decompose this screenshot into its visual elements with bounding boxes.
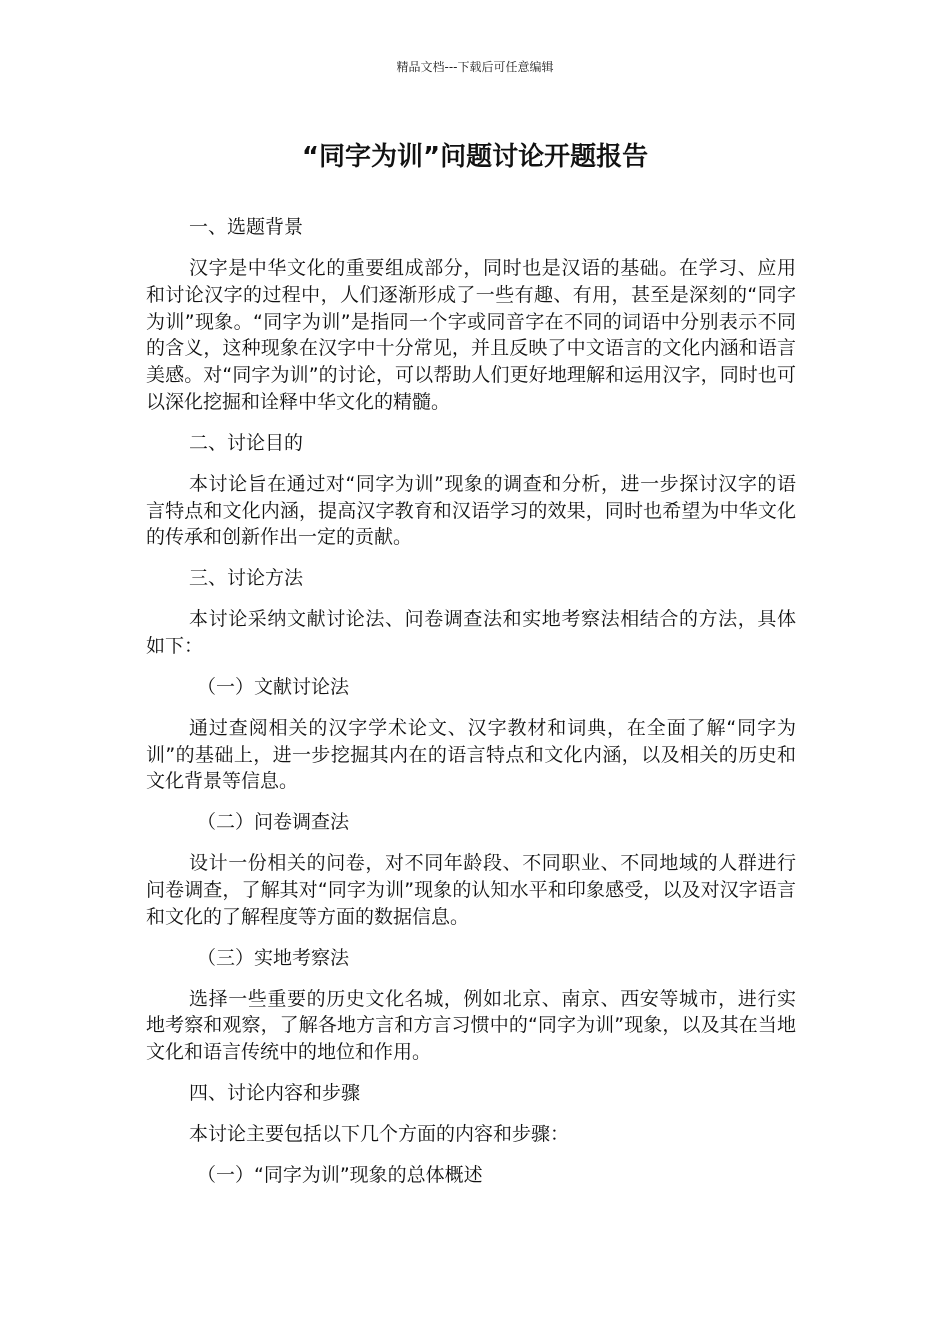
section-heading-purpose: 二、讨论目的 [189,431,304,454]
section-paragraph-content-steps: 本讨论主要包括以下几个方面的内容和步骤： [189,1122,570,1145]
section-paragraph-purpose: 本讨论旨在通过对“同字为训”现象的调查和分析，进一步探讨汉字的语言特点和文化内涵，提高汉字教育和汉语学习的效果，同时也希望为中华文化的传承和创新作出一定的贡献。 [146,472,796,549]
paragraph-field-method: 选择一些重要的历史文化名城，例如北京、南京、西安等城市，进行实地考察和观察，了解各地方言和方言习惯中的“同字为训”现象，以及其在当地文化和语言传统中的地位和作用。 [146,987,796,1064]
document-body [146,214,796,1203]
section-heading-methods: 三、讨论方法 [189,567,304,590]
document-title: “同字为训”问题讨论开题报告 [301,142,649,172]
section-heading-background: 一、选题背景 [189,216,304,238]
paragraph-questionnaire-method: 设计一份相关的问卷，对不同年龄段、不同职业、不同地域的人群进行问卷调查，了解其对“同字为训”现象的认知水平和印象感受，以及对汉字语言和文化的了解程度等方面的数据信息。 [146,852,796,928]
paragraph-literature-method: 通过查阅相关的汉字学术论文、汉字教材和词典，在全面了解“同字为训”的基础上，进一步挖掘其内在的语言特点和文化内涵，以及相关的历史和文化背景等信息。 [146,716,796,793]
section-paragraph-methods: 本讨论采纳文献讨论法、问卷调查法和实地考察法相结合的方法，具体如下： [146,608,796,657]
page-header-note: 精品文档---下载后可任意编辑 [396,60,554,74]
subheading-overview: （一）“同字为训”现象的总体概述 [197,1163,483,1186]
subheading-field-method: （三）实地考察法 [197,946,350,969]
subheading-literature-method: （一）文献讨论法 [197,675,350,698]
subheading-questionnaire-method: （二）问卷调查法 [197,811,350,834]
section-paragraph-background: 汉字是中华文化的重要组成部分，同时也是汉语的基础。在学习、应用和讨论汉字的过程中，人们逐渐形成了一些有趣、有用，甚至是深刻的“同字为训”现象。“同字为训”是指同一个字或同音字在不同的词语中分别表示不同的含义，这种现象在汉字中十分常见，并且反映了中文语言的文化内涵和语言美感。对“同字为训”的讨论，可以帮助人们更好地理解和运用汉字，同时也可以深化挖掘和诠释中华文化的精髓。 [146,257,796,413]
section-heading-content-steps: 四、讨论内容和步骤 [189,1081,361,1104]
